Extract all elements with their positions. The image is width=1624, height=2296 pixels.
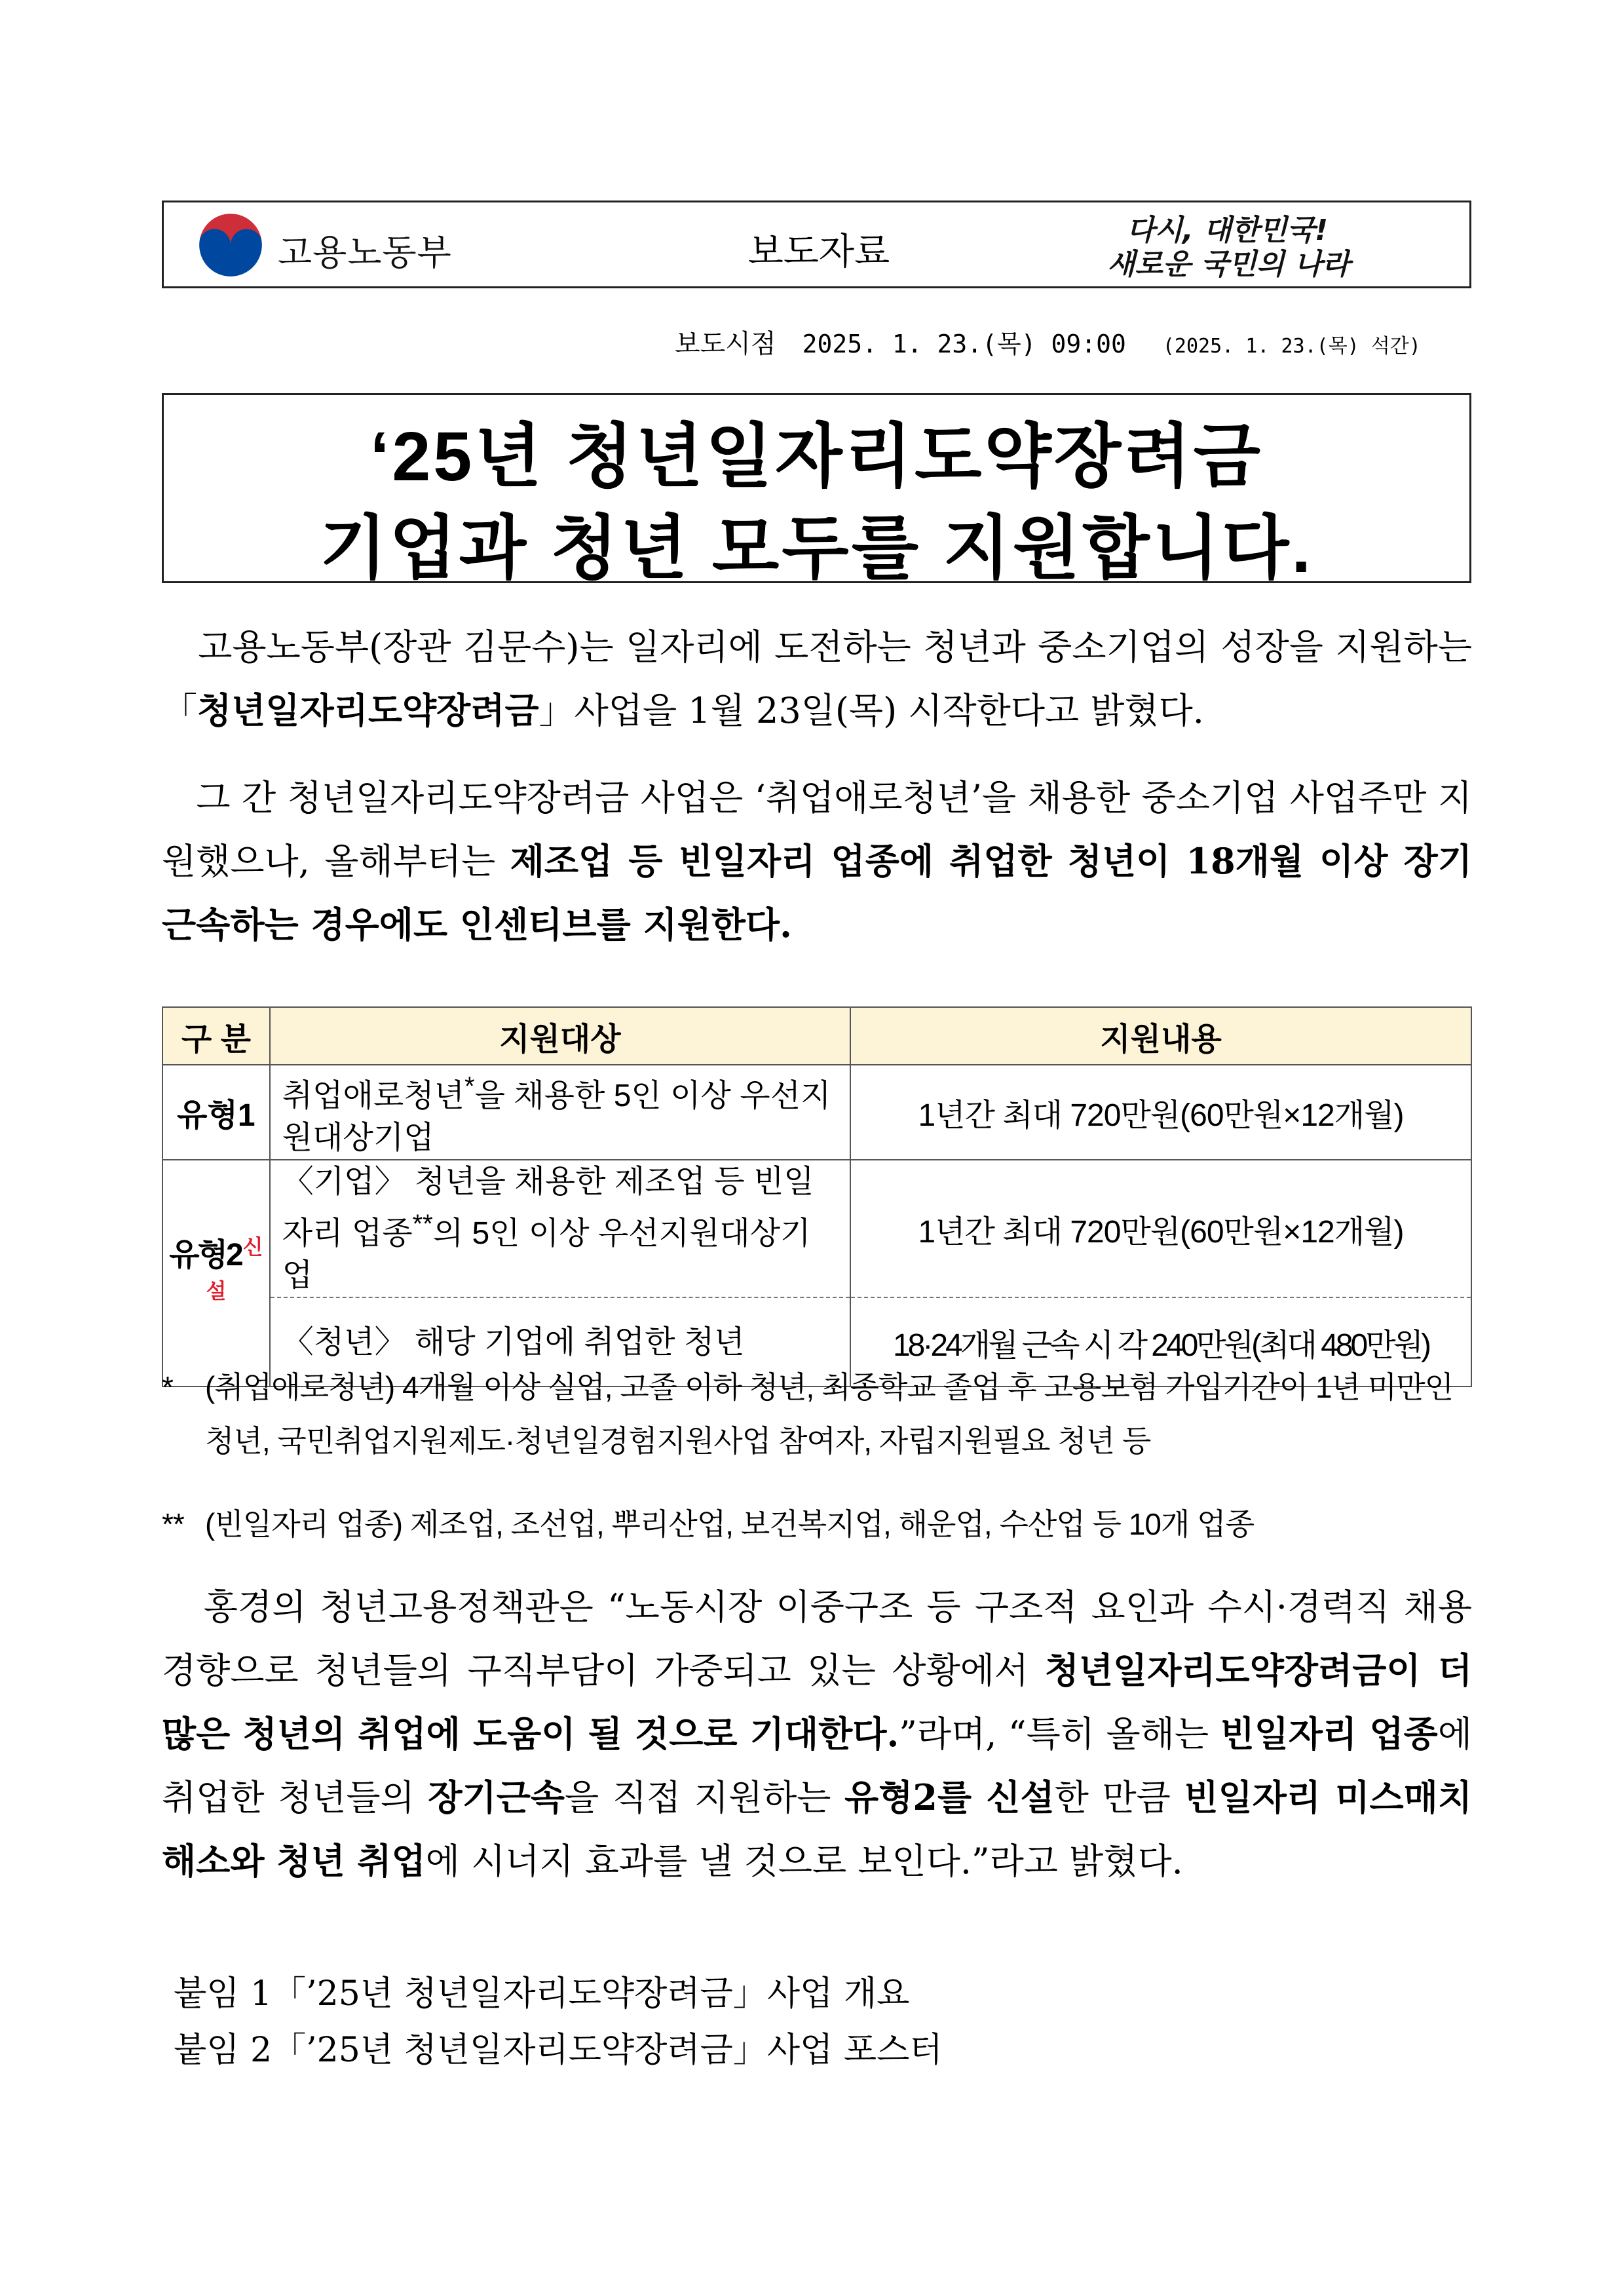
paragraph-quote: 홍경의 청년고용정책관은 “노동시장 이중구조 등 구조적 요인과 수시·경력직 채용 경향으로 청년들의 구직부담이 가중되고 있는 상황에서 청년일자리도약장려금이 더 많은 청년의 취업에 도움이 될 것으로 기대한다.”라며, “특히 올해는 빈일자리 업종에 취업한 청년들의 장기근속을 직접 지원하는 유형2를 신설한 만큼 빈일자리 미스매치 해소와 청년 취업에 시너지 효과를 낼 것으로 보인다.”라고 밝혔다. xyxy=(162,1586,1472,1882)
new-badge: 신설 xyxy=(206,1235,263,1303)
slogan-line1: 다시, 대한민국! xyxy=(1127,214,1329,247)
table-row-type2-company xyxy=(162,1160,1471,1297)
header-content: 지원내용 xyxy=(850,1007,1471,1065)
type1-content: 1년간 최대 720만원(60만원×12개월) xyxy=(850,1065,1471,1160)
para1-text-b: 」사업을 1월 23일(목) 시작한다고 밝혔다. xyxy=(538,690,1204,731)
headline-line1: ‘25년 청년일자리도약장려금 xyxy=(369,418,1264,495)
para1-emphasis: 청년일자리도약장려금 xyxy=(197,689,539,731)
doc-type-label: 보도자료 xyxy=(747,231,890,273)
support-table xyxy=(162,1006,1472,1387)
table-header-row xyxy=(162,1007,1471,1065)
taegeuk-logo-icon xyxy=(197,211,265,279)
headline-line2: 기업과 청년 모두를 지원합니다. xyxy=(320,510,1313,587)
header-category: 구 분 xyxy=(162,1007,270,1065)
type2-youth-target: 〈청년〉 해당 기업에 취업한 청년 xyxy=(270,1297,850,1387)
type2-label: 유형$2^{신설}$ xyxy=(162,1160,270,1387)
para2-emphasis: 제조업 등 빈일자리 업종에 취업한 청년이 18개월 이상 장기 근속하는 경우에도 인센티브를 지원한다. xyxy=(162,840,1472,946)
para2-text-a: 그 간 청년일자리도약장려금 사업은 ‘취업애로청년’을 채용한 중소기업 사업주만 지원했으나, 올해부터는 xyxy=(162,777,1472,882)
para1-text-a: 고용노동부(장관 김문수)는 일자리에 도전하는 청년과 중소기업의 성장을 지원하는「 xyxy=(162,626,1472,731)
release-edition: (2025. 1. 23.(목) 석간) xyxy=(1162,335,1421,358)
footnote-vacancy-industries: ** (빈일자리 업종) 제조업, 조선업, 뿌리산업, 보건복지업, 해운업, 수산업 등 10개 업종 xyxy=(162,1507,1255,1541)
type2-company-target: 〈기업〉 청년을 채용한 제조업 등 빈일자리 업종**의 5인 이상 우선지원대상기업 xyxy=(270,1160,850,1297)
paragraph-intro xyxy=(162,616,1472,742)
paragraph-change xyxy=(162,767,1472,957)
ministry-name: 고용노동부 xyxy=(278,233,452,273)
attachment-1: 붙임 1「’25년 청년일자리도약장려금」사업 개요 xyxy=(174,1974,910,2014)
type2-youth-content: 18·24개월 근속 시 각 240만원(최대 480만원) xyxy=(850,1297,1471,1387)
table-row-type1 xyxy=(162,1065,1471,1160)
slogan-handwriting xyxy=(1107,208,1422,282)
type2-company-content: 1년간 최대 720만원(60만원×12개월) xyxy=(850,1160,1471,1297)
slogan-line2: 새로운 국민의 나라 xyxy=(1107,248,1350,281)
header-target: 지원대상 xyxy=(270,1007,850,1065)
release-info xyxy=(675,323,1421,360)
release-datetime: 2025. 1. 23.(목) 09:00 xyxy=(802,330,1126,358)
type1-target: 취업애로청년*을 채용한 5인 이상 우선지원대상기업 xyxy=(270,1065,850,1160)
release-label: 보도시점 xyxy=(675,330,776,358)
type1-label: 유형1 xyxy=(162,1065,270,1160)
footnote-struggling-youth: * (취업애로청년) 4개월 이상 실업, 고졸 이하 청년, 최종학교 졸업 후 고용보험 가입기간이 1년 미만인 청년, 국민취업지원제도·청년일경험지원사업 참여자, 자립지원필요 청년 등 xyxy=(162,1370,1454,1458)
attachment-2: 붙임 2「’25년 청년일자리도약장려금」사업 포스터 xyxy=(174,2031,943,2070)
